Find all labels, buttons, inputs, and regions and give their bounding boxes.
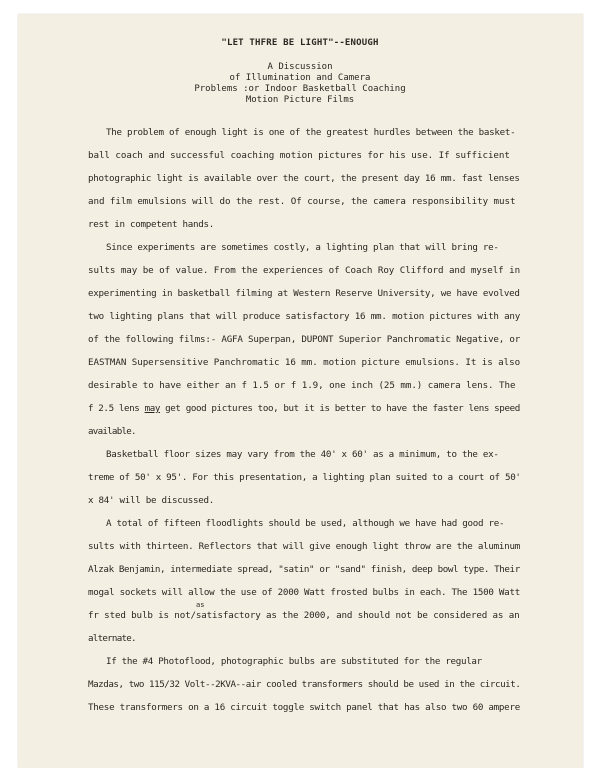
body-text: get good pictures too, but it is better to have the faster lens speed (160, 403, 520, 414)
body-line: mogal sockets will allow the use of 2000 Watt frosted bulbs in each. The 1500 Watt (88, 587, 520, 598)
subtitle-line: of Illumination and Camera (229, 73, 371, 83)
body-line: desirable to have either an f 1.5 or f 1.9, one inch (25 mm.) camera lens. The (88, 380, 516, 391)
body-line: available. (88, 426, 136, 437)
body-line: sults may be of value. From the experiences of Coach Roy Clifford and myself in (88, 265, 521, 276)
body-line: A total of fifteen floodlights should be used, although we have had good re- (106, 518, 505, 529)
document-title: "LET THFRE BE LIGHT"--ENOUGH (221, 38, 379, 48)
body-line: treme of 50' x 95'. For this presentation, a lighting plan suited to a court of 50' (88, 472, 521, 483)
body-line: photographic light is available over the court, the present day 16 mm. fast lenses (88, 173, 520, 184)
body-line: of the following films:- AGFA Superpan, DUPONT Superior Panchromatic Negative, or (88, 334, 521, 345)
underlined-word: may (144, 403, 160, 414)
body-line: Alzak Benjamin, intermediate spread, "satin" or "sand" finish, deep bowl type. Their (88, 564, 520, 575)
subtitle-line: A Discussion (267, 62, 333, 72)
body-line: Since experiments are sometimes costly, a lighting plan that will bring re- (106, 242, 499, 253)
body-line: ball coach and successful coaching motion pictures for his use. If sufficient (88, 150, 510, 161)
body-line (88, 403, 528, 414)
body-text: f 2.5 lens (88, 403, 145, 414)
body-line: rest in competent hands. (88, 219, 214, 230)
subtitle-line: Problems :or Indoor Basketball Coaching (194, 84, 406, 94)
handwritten-insertion: as (196, 601, 205, 609)
body-line: alternate. (88, 633, 136, 644)
body-line: x 84' will be discussed. (88, 495, 214, 506)
body-line: The problem of enough light is one of the greatest hurdles between the basket- (106, 127, 516, 138)
body-line: These transformers on a 16 circuit toggle switch panel that has also two 60 ampere (88, 702, 520, 713)
body-line: fr sted bulb is not/satisfactory as the 2000, and should not be considered as an (88, 610, 520, 621)
body-line: If the #4 Photoflood, photographic bulbs are substituted for the regular (106, 656, 482, 667)
body-line: EASTMAN Supersensitive Panchromatic 16 mm. motion picture emulsions. It is also (88, 357, 521, 368)
body-line: Basketball floor sizes may vary from the 40' x 60' as a minimum, to the ex- (106, 449, 499, 460)
body-line: experimenting in basketball filming at Western Reserve University, we have evolved (88, 288, 520, 299)
subtitle-line: Motion Picture Films (245, 95, 355, 105)
body-line: Mazdas, two 115/32 Volt--2KVA--air cooled transformers should be used in the circuit. (88, 679, 521, 690)
body-line: and film emulsions will do the rest. Of course, the camera responsibility must (88, 196, 516, 207)
body-line: two lighting plans that will produce satisfactory 16 mm. motion pictures with any (88, 311, 521, 322)
body-line: sults with thirteen. Reflectors that will give enough light throw are the aluminum (88, 541, 520, 552)
